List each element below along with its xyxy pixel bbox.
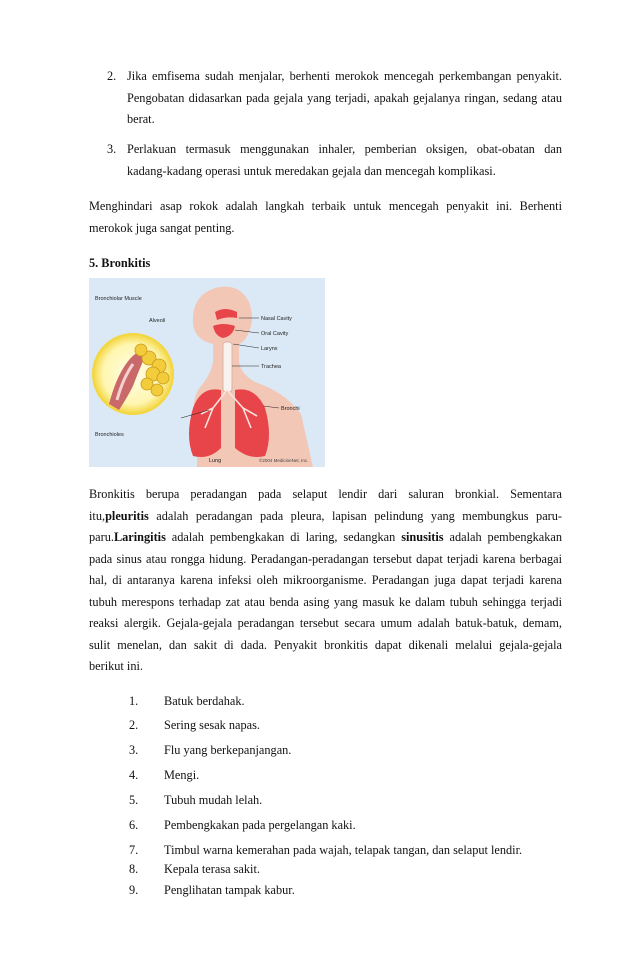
label-bronchi: Bronchi: [281, 406, 300, 412]
list-number: 2.: [107, 69, 117, 83]
bold-term-laringitis: Laringitis: [113, 530, 166, 544]
list-number: 3.: [107, 142, 117, 156]
list-text: Timbul warna kemerahan pada wajah, telapak tangan, dan selaput lendir.: [164, 843, 523, 857]
paragraph-line: reaksi alergik. Gejala-gejala peradangan tersebut secara umum adalah batuk-batuk, demam,: [89, 616, 562, 630]
paragraph-line: [89, 506, 562, 528]
list-line: Jika emfisema sudah menjalar, berhenti merokok mencegah perkembangan penyakit.: [127, 69, 562, 83]
list-text: Mengi.: [164, 768, 200, 782]
paragraph-line: merokok juga sangat penting.: [89, 220, 235, 235]
paragraph-line: Bronkitis berupa peradangan pada selaput lendir dari saluran bronkial. Sementara: [89, 487, 562, 501]
list-item: [107, 139, 562, 182]
paragraph-line: berikut ini.: [89, 659, 143, 673]
list-line: kadang-kadang operasi untuk meredakan gejala dan mencegah komplikasi.: [127, 163, 496, 178]
respiratory-svg: [89, 278, 325, 467]
list-text: Pembengkakan pada pergelangan kaki.: [164, 818, 356, 832]
label-larynx: Larynx: [261, 346, 278, 352]
list-number: 7.: [129, 843, 139, 857]
bold-term-sinusitis: sinusitis: [401, 530, 444, 544]
text-span: adalah peradangan pada pleura, lapisan pelindung yang membungkus paru-: [148, 508, 562, 523]
text-span: paru.: [89, 530, 114, 544]
list-line: berat.: [127, 112, 155, 126]
label-alveoli: Alveoli: [149, 318, 166, 324]
list-number: 3.: [129, 743, 139, 757]
list-item: [107, 66, 562, 131]
list-text: Tubuh mudah lelah.: [164, 793, 263, 807]
section-heading: 5. Bronkitis: [89, 256, 151, 270]
paragraph-line: hal, di antaranya karena infeksi oleh mikroorganisme. Peradangan juga dapat terjadi karena: [89, 573, 562, 587]
label-trachea: Trachea: [261, 364, 281, 370]
label-bronchiolar-muscle: Bronchiolar Muscle: [95, 296, 142, 302]
label-lung: Lung: [209, 458, 222, 464]
text-span: adalah pembengkakan: [443, 530, 562, 544]
paragraph: [89, 484, 562, 678]
list-number: 4.: [129, 768, 139, 782]
list-text: Kepala terasa sakit.: [164, 862, 260, 876]
label-oral-cavity: Oral Cavity: [261, 331, 289, 337]
label-bronchioles: Bronchioles: [95, 432, 124, 438]
list-number: 9.: [129, 883, 139, 897]
list-text: Flu yang berkepanjangan.: [164, 743, 292, 757]
paragraph-line: Menghindari asap rokok adalah langkah terbaik untuk mencegah penyakit ini. Berhenti: [89, 199, 562, 213]
list-number: 1.: [129, 694, 139, 708]
paragraph-line: [89, 527, 562, 549]
trachea-shape: [223, 342, 232, 392]
paragraph-line: tubuh merespons terhadap zat atau benda asing yang masuk ke dalam tubuh sehingga terjadi: [89, 594, 562, 609]
list-text: Batuk berdahak.: [164, 694, 245, 708]
bold-term-pleuritis: pleuritis: [105, 508, 149, 523]
list-line: Perlakuan termasuk menggunakan inhaler, pemberian oksigen, obat-obatan dan: [127, 142, 562, 156]
text-span: adalah pembengkakan di laring, sedangkan: [165, 530, 402, 544]
list-text: Sering sesak napas.: [164, 718, 260, 732]
label-nasal-cavity: Nasal Cavity: [261, 316, 292, 322]
paragraph-line: pada sinus atau rongga hidung. Peradangan-peradangan tersebut dapat terjadi karena berbagai: [89, 551, 562, 566]
list-text: Penglihatan tampak kabur.: [164, 883, 295, 897]
respiratory-illustration: [89, 278, 325, 467]
figure-copyright: ©2004 MedicineNet, Inc.: [259, 458, 309, 463]
paragraph: [89, 196, 562, 239]
list-line: Pengobatan didasarkan pada gejala yang terjadi, apakah gejalanya ringan, sedang atau: [127, 90, 562, 105]
paragraph-line: sulit menelan, dan sakit di dada. Penyakit bronkitis dapat dikenali melalui gejala-gejala: [89, 637, 562, 652]
text-span: itu,: [89, 508, 106, 523]
list-number: 5.: [129, 793, 139, 807]
list-number: 6.: [129, 818, 139, 832]
list-number: 8.: [129, 862, 139, 876]
list-number: 2.: [129, 718, 139, 732]
